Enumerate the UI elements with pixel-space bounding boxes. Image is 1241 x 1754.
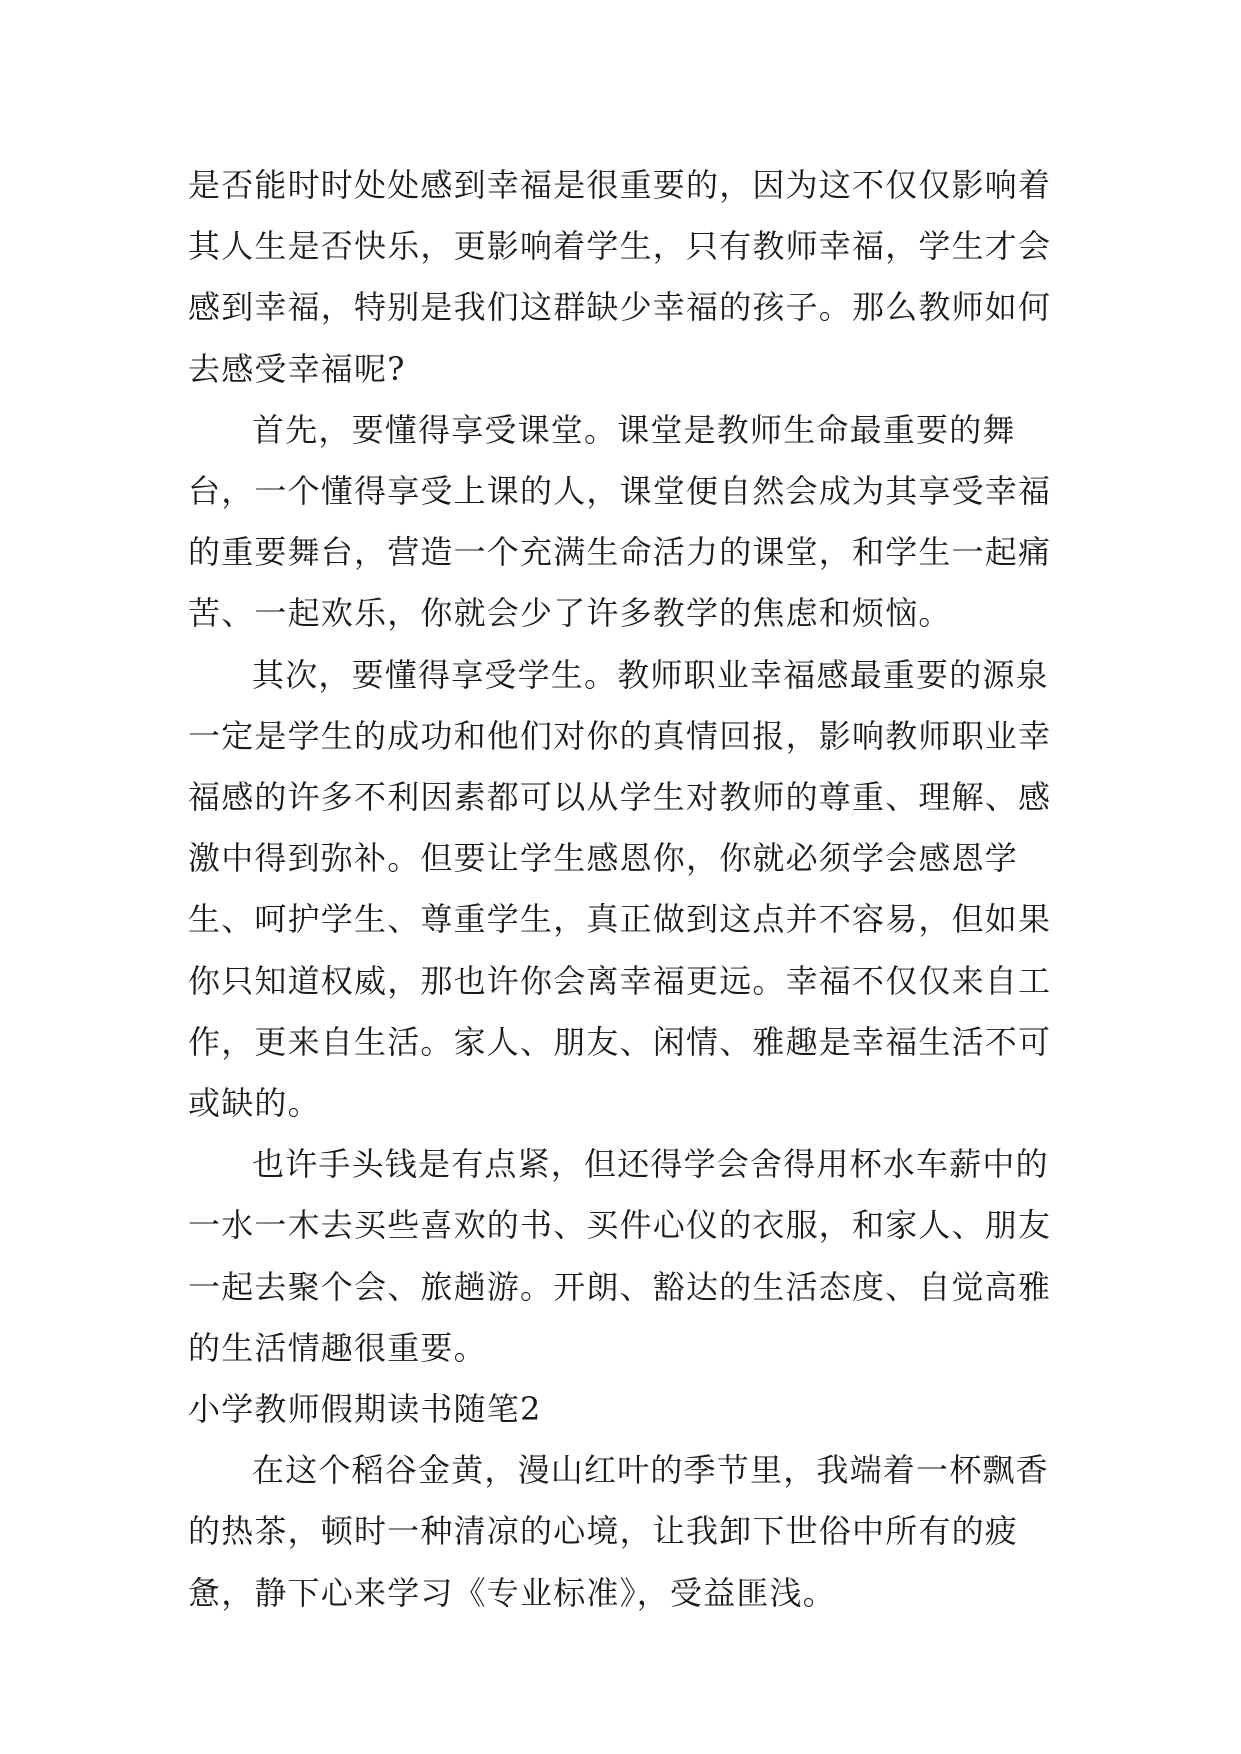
paragraph-1: 是否能时时处处感到幸福是很重要的，因为这不仅仅影响着其人生是否快乐，更影响着学生，只有教师幸福，学生才会感到幸福，特别是我们这群缺少幸福的孩子。那么教师如何去感受幸福呢? (188, 166, 1052, 388)
paragraph-5: 在这个稻谷金黄，漫山红叶的季节里，我端着一杯飘香的热茶，顿时一种清凉的心境，让我卸下世俗中所有的疲惫，静下心来学习《专业标准》，受益匪浅。 (188, 1451, 1049, 1612)
document-body (188, 155, 1060, 1624)
paragraph-3: 其次，要懂得享受学生。教师职业幸福感最重要的源泉一定是学生的成功和他们对你的真情回报，影响教师职业幸福感的许多不利因素都可以从学生对教师的尊重、理解、感激中得到弥补。但要让学生感恩你，你就必须学会感恩学生、呵护学生、尊重学生，真正做到这点并不容易，但如果你只知道权威，那也许你会离幸福更远。幸福不仅仅来自工作，更来自生活。家人、朋友、闲情、雅趣是幸福生活不可或缺的。 (188, 655, 1052, 1123)
paragraph-2: 首先，要懂得享受课堂。课堂是教师生命最重要的舞台，一个懂得享受上课的人，课堂便自然会成为其享受幸福的重要舞台，营造一个充满生命活力的课堂，和学生一起痛苦、一起欢乐，你就会少了许多教学的焦虑和烦恼。 (188, 410, 1052, 633)
paragraph-4: 也许手头钱是有点紧，但还得学会舍得用杯水车薪中的一水一木去买些喜欢的书、买件心仪的衣服，和家人、朋友一起去聚个会、旅趟游。开朗、豁达的生活态度、自觉高雅的生活情趣很重要。 (188, 1145, 1052, 1367)
section-title: 小学教师假期读书随笔2 (188, 1390, 542, 1429)
